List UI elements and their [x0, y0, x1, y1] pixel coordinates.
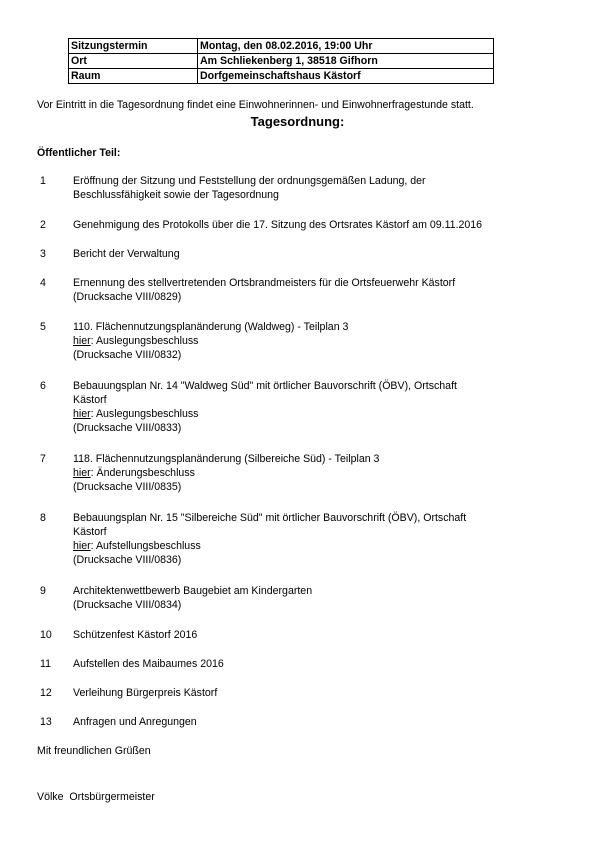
agenda-item-line: Genehmigung des Protokolls über die 17. Sitzung des Ortsrates Kästorf am 09.11.2016 — [73, 219, 483, 231]
agenda-item-text — [73, 218, 513, 232]
info-value: Dorfgemeinschaftshaus Kästorf — [198, 69, 494, 84]
agenda-item-text — [73, 320, 513, 362]
agenda-item-hier-line — [73, 466, 513, 480]
agenda-item-number: 6 — [40, 380, 46, 392]
agenda-item-number: 3 — [40, 248, 46, 260]
agenda-item-line: Beschlussfähigkeit sowie der Tagesordnung — [73, 189, 279, 201]
agenda-item-text — [73, 511, 513, 567]
agenda-item-text — [73, 247, 513, 261]
section-title: Öffentlicher Teil: — [37, 147, 121, 159]
agenda-item-line: (Drucksache VIII/0834) — [73, 599, 182, 611]
agenda-item-line: Bebauungsplan Nr. 15 "Silbereiche Süd" mit örtlicher Bauvorschrift (ÖBV), Ortschaft — [73, 512, 467, 524]
agenda-item-number: 8 — [40, 512, 46, 524]
agenda-item-number: 7 — [40, 453, 46, 465]
agenda-item-number: 4 — [40, 277, 46, 289]
agenda-item-number: 1 — [40, 175, 46, 187]
agenda-item-reference: (Drucksache VIII/0836) — [73, 554, 182, 566]
hier-text: : Auslegungsbeschluss — [90, 408, 199, 420]
meeting-info-table — [68, 38, 494, 84]
agenda-heading: Tagesordnung: — [250, 114, 345, 129]
agenda-item-number: 9 — [40, 585, 46, 597]
agenda-item-line: Kästorf — [73, 526, 107, 538]
agenda-item-line: Ernennung des stellvertretenden Ortsbrandmeisters für die Ortsfeuerwehr Kästorf — [73, 277, 456, 289]
hier-label: hier — [73, 540, 91, 552]
agenda-item-text — [73, 686, 513, 700]
hier-text: : Aufstellungsbeschluss — [90, 540, 201, 552]
agenda-item-reference: (Drucksache VIII/0832) — [73, 349, 182, 361]
hier-text: : Änderungsbeschluss — [90, 467, 195, 479]
agenda-item-line: Bebauungsplan Nr. 14 "Waldweg Süd" mit örtlicher Bauvorschrift (ÖBV), Ortschaft — [73, 380, 457, 392]
hier-label: hier — [73, 467, 91, 479]
agenda-item-text — [73, 628, 513, 642]
info-row — [69, 54, 494, 69]
hier-label: hier — [73, 335, 91, 347]
agenda-item-text — [73, 715, 513, 729]
info-row — [69, 69, 494, 84]
agenda-item-number: 10 — [40, 629, 52, 641]
agenda-item-line: Eröffnung der Sitzung und Feststellung der ordnungsgemäßen Ladung, der — [73, 175, 426, 187]
closing-text: Mit freundlichen Grüßen — [37, 745, 151, 757]
info-key: Ort — [69, 54, 198, 69]
agenda-item-hier-line — [73, 334, 513, 348]
agenda-item-reference: (Drucksache VIII/0835) — [73, 481, 182, 493]
agenda-item-text — [73, 584, 513, 612]
agenda-item-number: 12 — [40, 687, 52, 699]
info-value: Am Schliekenberg 1, 38518 Gifhorn — [198, 54, 494, 69]
agenda-item-line: Kästorf — [73, 394, 107, 406]
signer-text: Völke Ortsbürgermeister — [37, 791, 155, 803]
agenda-item-number: 2 — [40, 219, 46, 231]
info-value: Montag, den 08.02.2016, 19:00 Uhr — [198, 39, 494, 54]
agenda-item-line: Anfragen und Anregungen — [73, 716, 197, 728]
agenda-item-text — [73, 276, 513, 304]
agenda-item-text — [73, 452, 513, 494]
agenda-item-text — [73, 379, 513, 435]
hier-label: hier — [73, 408, 91, 420]
info-key: Raum — [69, 69, 198, 84]
agenda-item-reference: (Drucksache VIII/0833) — [73, 422, 182, 434]
info-row — [69, 39, 494, 54]
agenda-item-line: 118. Flächennutzungsplanänderung (Silbereiche Süd) - Teilplan 3 — [73, 453, 380, 465]
agenda-item-line: (Drucksache VIII/0829) — [73, 291, 182, 303]
agenda-item-number: 5 — [40, 321, 46, 333]
hier-text: : Auslegungsbeschluss — [90, 335, 199, 347]
agenda-item-line: 110. Flächennutzungsplanänderung (Waldweg) - Teilplan 3 — [73, 321, 349, 333]
intro-text: Vor Eintritt in die Tagesordnung findet eine Einwohnerinnen- und Einwohnerfragestunde statt. — [37, 99, 474, 111]
agenda-item-number: 13 — [40, 716, 52, 728]
agenda-item-line: Bericht der Verwaltung — [73, 248, 180, 260]
agenda-item-text — [73, 174, 513, 202]
agenda-item-number: 11 — [40, 658, 51, 670]
agenda-item-hier-line — [73, 407, 513, 421]
info-key: Sitzungstermin — [69, 39, 198, 54]
agenda-item-text — [73, 657, 513, 671]
agenda-item-line: Architektenwettbewerb Baugebiet am Kindergarten — [73, 585, 313, 597]
agenda-item-line: Verleihung Bürgerpreis Kästorf — [73, 687, 218, 699]
agenda-item-hier-line — [73, 539, 513, 553]
agenda-item-line: Aufstellen des Maibaumes 2016 — [73, 658, 224, 670]
agenda-item-line: Schützenfest Kästorf 2016 — [73, 629, 198, 641]
